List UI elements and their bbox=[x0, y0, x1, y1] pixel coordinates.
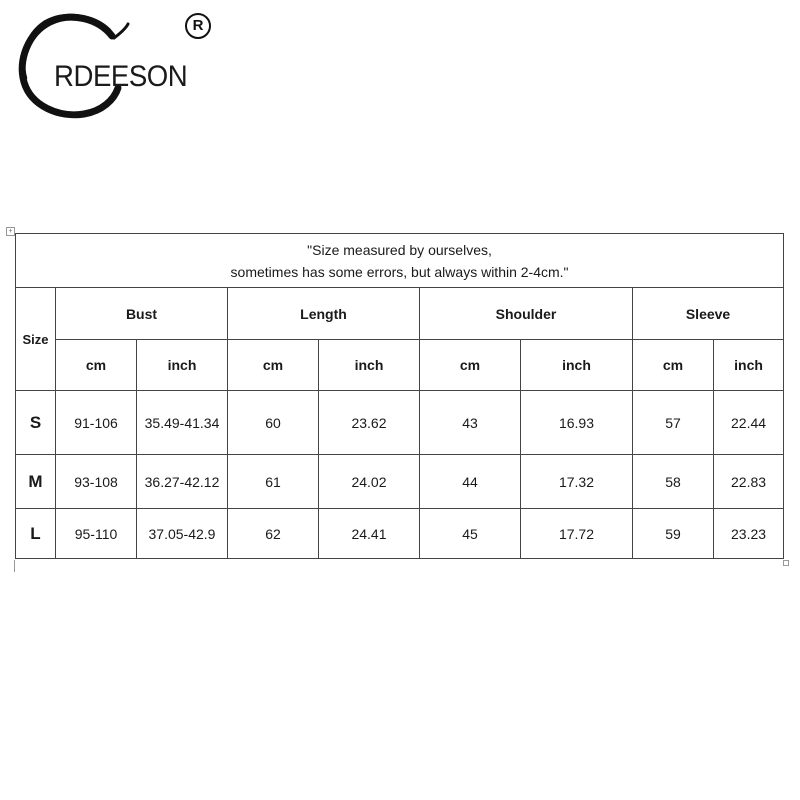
table-resize-handle-icon bbox=[783, 560, 789, 566]
table-cell: 22.83 bbox=[714, 455, 784, 509]
table-cell: 17.72 bbox=[521, 509, 633, 559]
unit-header: inch bbox=[521, 340, 633, 391]
table-cell: 37.05-42.9 bbox=[137, 509, 228, 559]
table-cell: 57 bbox=[633, 391, 714, 455]
table-row bbox=[16, 455, 784, 509]
unit-header: cm bbox=[228, 340, 319, 391]
table-edge-mark bbox=[14, 560, 15, 572]
table-cell: 35.49-41.34 bbox=[137, 391, 228, 455]
group-header-length: Length bbox=[228, 288, 420, 340]
size-chart-table bbox=[15, 233, 784, 559]
note-line: "Size measured by ourselves, bbox=[307, 241, 492, 258]
table-cell: 58 bbox=[633, 455, 714, 509]
size-column-header: Size bbox=[16, 288, 56, 391]
table-cell: 60 bbox=[228, 391, 319, 455]
table-cell: 16.93 bbox=[521, 391, 633, 455]
table-cell: 95-110 bbox=[56, 509, 137, 559]
table-cell: 44 bbox=[420, 455, 521, 509]
unit-header: inch bbox=[319, 340, 420, 391]
table-cell: 61 bbox=[228, 455, 319, 509]
table-cell: 43 bbox=[420, 391, 521, 455]
group-header-sleeve: Sleeve bbox=[633, 288, 784, 340]
unit-header: cm bbox=[56, 340, 137, 391]
table-cell: 24.41 bbox=[319, 509, 420, 559]
table-cell: 17.32 bbox=[521, 455, 633, 509]
table-cell: 45 bbox=[420, 509, 521, 559]
table-move-handle-icon: + bbox=[6, 227, 15, 236]
table-cell: 93-108 bbox=[56, 455, 137, 509]
brand-logo bbox=[14, 8, 214, 123]
table-row bbox=[16, 509, 784, 559]
note-line: sometimes has some errors, but always within 2-4cm." bbox=[230, 263, 569, 280]
table-row bbox=[16, 391, 784, 455]
brand-name: RDEESON bbox=[54, 60, 188, 93]
table-cell: 59 bbox=[633, 509, 714, 559]
table-cell: 22.44 bbox=[714, 391, 784, 455]
unit-header: inch bbox=[137, 340, 228, 391]
size-label: S bbox=[16, 391, 56, 455]
unit-header: cm bbox=[420, 340, 521, 391]
registered-trademark-icon: R bbox=[185, 13, 211, 39]
table-cell: 23.23 bbox=[714, 509, 784, 559]
table-cell: 62 bbox=[228, 509, 319, 559]
unit-header: cm bbox=[633, 340, 714, 391]
unit-header: inch bbox=[714, 340, 784, 391]
size-label: L bbox=[16, 509, 56, 559]
group-header-bust: Bust bbox=[56, 288, 228, 340]
table-cell: 23.62 bbox=[319, 391, 420, 455]
table-cell: 36.27-42.12 bbox=[137, 455, 228, 509]
group-header-shoulder: Shoulder bbox=[420, 288, 633, 340]
table-cell: 91-106 bbox=[56, 391, 137, 455]
table-cell: 24.02 bbox=[319, 455, 420, 509]
size-label: M bbox=[16, 455, 56, 509]
measurement-note bbox=[16, 234, 784, 288]
